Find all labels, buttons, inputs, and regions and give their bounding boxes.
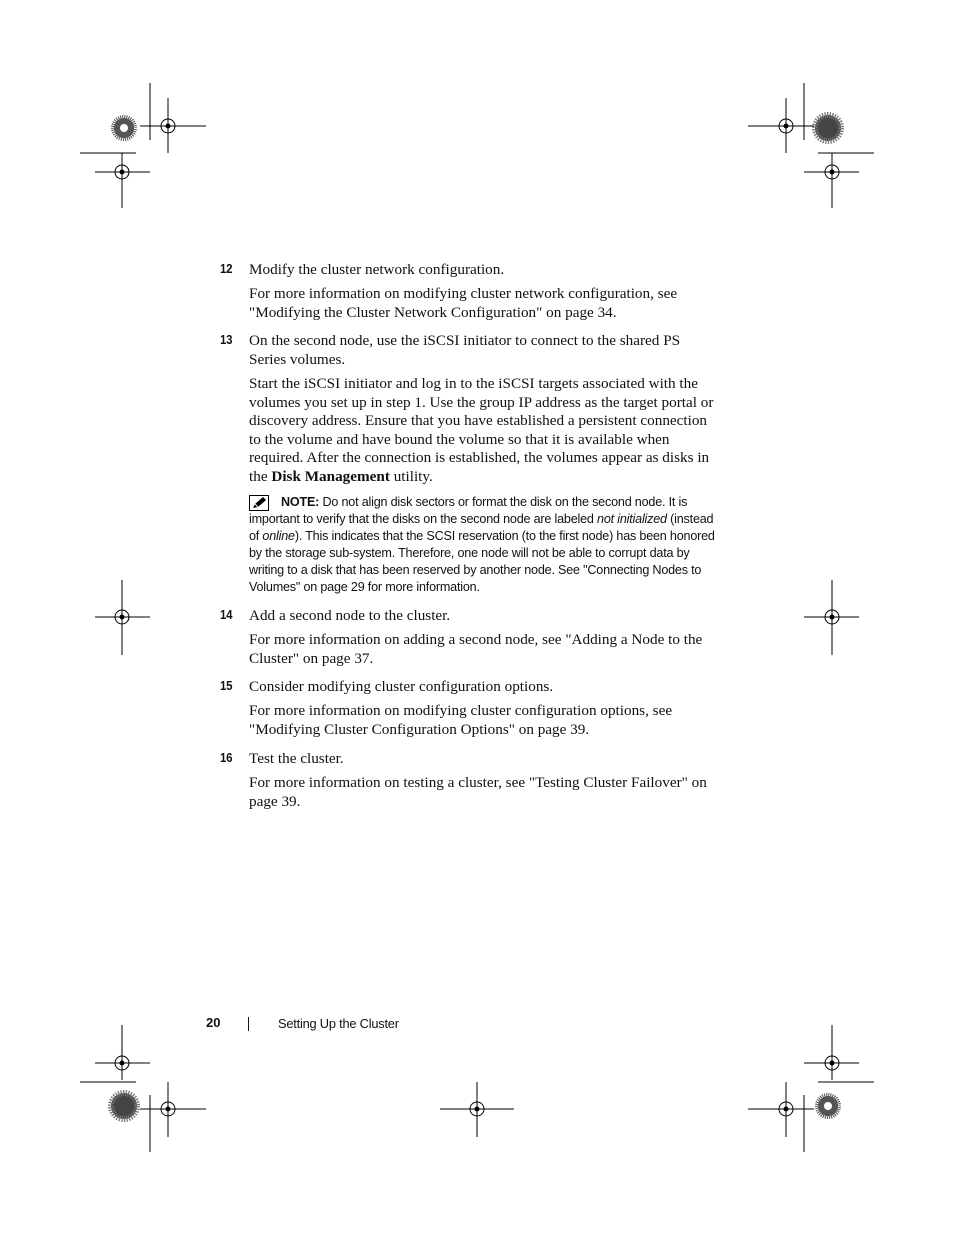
step-14-detail: For more information on adding a second node, see "Adding a Node to the Cluster" on page 37. [249, 631, 703, 667]
step-number: 16 [220, 750, 233, 765]
note-italic-text: online [262, 529, 295, 543]
detail-text: utility. [389, 467, 433, 485]
note-text: (instead of [249, 512, 714, 543]
step-15-detail: For more information on modifying cluster configuration options, see "Modifying Cluster Configuration Options" on page 39. [249, 702, 673, 738]
step-text: Consider modifying cluster configuration options. [249, 678, 554, 695]
disk-management-term: Disk Management [271, 467, 390, 485]
step-text: Add a second node to the cluster. [249, 607, 451, 624]
step-number: 12 [220, 261, 233, 276]
pencil-note-icon [249, 495, 269, 511]
note-box [249, 494, 719, 596]
detail-text: Start the iSCSI initiator and log in to the iSCSI targets associated with the volumes you set up in step 1. Use the group IP address as the target portal or discovery address. Ensure that you have established a persistent connection to the volume and have bound the volume so that it is available when required. After the connection is established, the volumes appear as disks in the [249, 375, 714, 485]
step-number: 14 [220, 607, 233, 622]
footer-divider [248, 1017, 249, 1031]
note-text: Do not align disk sectors or format the disk on the second node. It is important to verify that the disks on the second node are labeled [249, 495, 688, 526]
note-label: NOTE: [281, 495, 320, 509]
step-12-detail: For more information on modifying cluster network configuration, see "Modifying the Cluster Network Configuration" on page 34. [249, 285, 678, 321]
step-text: Modify the cluster network configuration. [249, 261, 505, 278]
footer-section-title: Setting Up the Cluster [278, 1016, 399, 1031]
step-16-detail: For more information on testing a cluster, see "Testing Cluster Failover" on page 39. [249, 774, 707, 810]
step-text: On the second node, use the iSCSI initiator to connect to the shared PS Series volumes. [249, 332, 681, 368]
step-13-detail [249, 375, 717, 487]
step-text: Test the cluster. [249, 750, 344, 767]
note-text: ). This indicates that the SCSI reservation (to the first node) has been honored by the storage sub-system. Therefore, one node will not be able to corrupt data by writing to a disk that has been reserved by another node. See "Connecting Nodes to Volumes" on page 29 for more information. [249, 529, 715, 594]
step-number: 13 [220, 332, 233, 347]
step-number: 15 [220, 678, 233, 693]
page-number: 20 [206, 1015, 221, 1030]
note-italic-text: not initialized [597, 512, 667, 526]
